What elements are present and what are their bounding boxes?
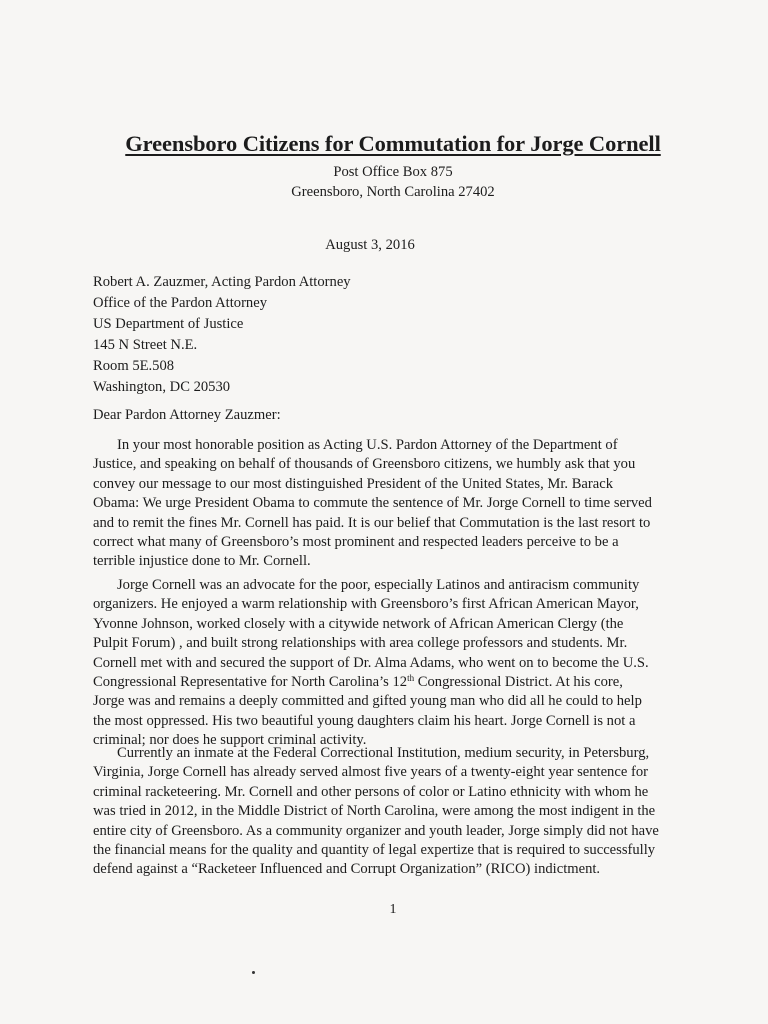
paragraph-line: organizers. He enjoyed a warm relationship with Greensboro’s first African American Mayor, xyxy=(93,596,639,613)
paragraph-2 xyxy=(93,576,688,751)
line-text: Congressional Representative for North Carolina’s 12 xyxy=(93,673,408,690)
recipient-street: 145 N Street N.E. xyxy=(93,337,198,353)
paragraph-line: convey our message to our most distinguished President of the United States, Mr. Barack xyxy=(93,475,614,492)
salutation: Dear Pardon Attorney Zauzmer: xyxy=(93,407,281,423)
line-text: Congressional District. At his core, xyxy=(414,673,623,690)
recipient-room: Room 5E.508 xyxy=(93,358,175,374)
recipient-department: US Department of Justice xyxy=(93,316,244,332)
letter-date: August 3, 2016 xyxy=(325,237,415,253)
paragraph-3 xyxy=(93,744,688,880)
page-number: 1 xyxy=(389,902,397,917)
paragraph-line: Cornell met with and secured the support of Dr. Alma Adams, who went on to become the U.S. xyxy=(93,654,649,671)
paragraph-line: Jorge was and remains a deeply committed and gifted young man who did all he could to help xyxy=(93,693,642,710)
recipient-city: Washington, DC 20530 xyxy=(93,379,231,395)
paragraph-line: Obama: We urge President Obama to commute the sentence of Mr. Jorge Cornell to time served xyxy=(93,495,652,512)
ordinal-superscript: th xyxy=(407,672,415,683)
paragraph-line: Currently an inmate at the Federal Correctional Institution, medium security, in Petersburg, xyxy=(117,745,650,761)
paragraph-1 xyxy=(93,436,688,572)
recipient-office: Office of the Pardon Attorney xyxy=(93,295,267,311)
recipient-block xyxy=(93,272,693,398)
paragraph-line: and to remit the fines Mr. Cornell has paid. It is our belief that Commutation is the last resort to xyxy=(93,514,651,531)
paragraph-line: Virginia, Jorge Cornell has already served almost five years of a twenty-eight year sentence for xyxy=(93,764,648,781)
letterhead-title: Greensboro Citizens for Commutation for Jorge Cornell xyxy=(125,131,661,156)
paragraph-line: Justice, and speaking on behalf of thousands of Greensboro citizens, we humbly ask that you xyxy=(93,456,636,473)
paragraph-line: Pulpit Forum) , and built strong relationships with area college professors and students. Mr. xyxy=(93,635,628,652)
paragraph-line: the financial means for the quality and quantity of legal expertize that is required to successfully xyxy=(93,841,656,858)
letterhead-address-line1: Post Office Box 875 xyxy=(333,164,453,180)
paragraph-line: correct what many of Greensboro’s most prominent and respected leaders perceive to be a xyxy=(93,533,619,550)
paragraph-line: criminal racketeering. Mr. Cornell and other persons of color or Latino ethnicity with whom he xyxy=(93,783,649,800)
paragraph-line: the most oppressed. His two beautiful young daughters claim his heart. Jorge Cornell is not a xyxy=(93,712,636,729)
paragraph-line-with-superscript xyxy=(93,673,688,692)
paragraph-line: In your most honorable position as Acting U.S. Pardon Attorney of the Department of xyxy=(117,437,618,453)
letterhead-address-line2: Greensboro, North Carolina 27402 xyxy=(291,184,495,200)
paragraph-line: was tried in 2012, in the Middle District of North Carolina, were among the most indigent in the xyxy=(93,803,656,820)
paragraph-line: Yvonne Johnson, worked closely with a citywide network of African American Clergy (the xyxy=(93,615,624,632)
paragraph-line: terrible injustice done to Mr. Cornell. xyxy=(93,553,311,570)
paragraph-line: defend against a “Racketeer Influenced and Corrupt Organization” (RICO) indictment. xyxy=(93,861,601,878)
paragraph-line: criminal; nor does he support criminal activity. xyxy=(93,732,367,749)
recipient-name: Robert A. Zauzmer, Acting Pardon Attorney xyxy=(93,274,351,290)
paragraph-line: entire city of Greensboro. As a community organizer and youth leader, Jorge simply did not have xyxy=(93,822,659,839)
paragraph-line: Jorge Cornell was an advocate for the poor, especially Latinos and antiracism community xyxy=(117,577,640,593)
scan-speck xyxy=(252,971,255,974)
